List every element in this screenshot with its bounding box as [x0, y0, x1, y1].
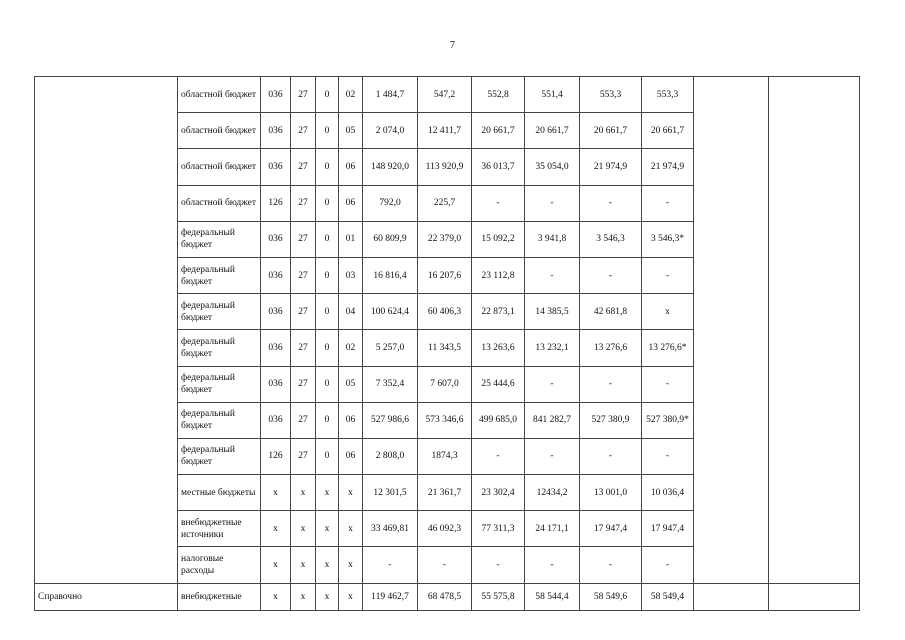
value-cell: 58 549,4 — [642, 583, 694, 610]
value-cell: - — [580, 438, 642, 474]
funding-source-label: федеральный бюджет — [178, 294, 261, 330]
value-cell: - — [642, 185, 694, 221]
classification-code-cell: 036 — [261, 330, 291, 366]
value-cell: 12 411,7 — [418, 113, 472, 149]
funding-source-label: налоговые расходы — [178, 547, 261, 583]
value-cell: 16 816,4 — [363, 257, 418, 293]
classification-code-cell: 036 — [261, 77, 291, 113]
value-cell: - — [580, 547, 642, 583]
funding-source-label: федеральный бюджет — [178, 402, 261, 438]
classification-code-cell: x — [339, 475, 363, 511]
value-cell: 17 947,4 — [580, 511, 642, 547]
value-cell: 13 263,6 — [472, 330, 525, 366]
classification-code-cell: 126 — [261, 185, 291, 221]
classification-code-cell: 036 — [261, 402, 291, 438]
classification-code-cell: 01 — [339, 221, 363, 257]
value-cell: 17 947,4 — [642, 511, 694, 547]
classification-code-cell: 27 — [291, 113, 316, 149]
value-cell: 547,2 — [418, 77, 472, 113]
value-cell: 1874,3 — [418, 438, 472, 474]
value-cell: 36 013,7 — [472, 149, 525, 185]
program-title-cell — [35, 77, 178, 584]
classification-code-cell: 03 — [339, 257, 363, 293]
value-cell: 100 624,4 — [363, 294, 418, 330]
classification-code-cell: x — [261, 583, 291, 610]
value-cell: 3 941,8 — [525, 221, 580, 257]
classification-code-cell: 0 — [316, 438, 339, 474]
value-cell: - — [418, 547, 472, 583]
value-cell: 21 974,9 — [580, 149, 642, 185]
value-cell: 13 276,6* — [642, 330, 694, 366]
value-cell: 25 444,6 — [472, 366, 525, 402]
funding-source-label: федеральный бюджет — [178, 221, 261, 257]
value-cell: - — [363, 547, 418, 583]
value-cell: 148 920,0 — [363, 149, 418, 185]
value-cell: 527 380,9* — [642, 402, 694, 438]
value-cell: 527 380,9 — [580, 402, 642, 438]
classification-code-cell: 036 — [261, 149, 291, 185]
classification-code-cell: 04 — [339, 294, 363, 330]
value-cell: 35 054,0 — [525, 149, 580, 185]
funding-source-label: федеральный бюджет — [178, 438, 261, 474]
classification-code-cell: 0 — [316, 113, 339, 149]
value-cell: 20 661,7 — [525, 113, 580, 149]
value-cell: 60 406,3 — [418, 294, 472, 330]
funding-source-label: местные бюджеты — [178, 475, 261, 511]
value-cell: - — [525, 438, 580, 474]
value-cell: - — [472, 438, 525, 474]
value-cell: 225,7 — [418, 185, 472, 221]
funding-source-label: областной бюджет — [178, 149, 261, 185]
value-cell: 22 379,0 — [418, 221, 472, 257]
funding-source-label: областной бюджет — [178, 113, 261, 149]
value-cell: 15 092,2 — [472, 221, 525, 257]
classification-code-cell: x — [291, 475, 316, 511]
note-cell-b — [769, 583, 860, 610]
table-row-reference — [35, 583, 860, 610]
value-cell: - — [525, 185, 580, 221]
value-cell: 14 385,5 — [525, 294, 580, 330]
value-cell: - — [580, 366, 642, 402]
value-cell: 553,3 — [642, 77, 694, 113]
value-cell: - — [642, 366, 694, 402]
classification-code-cell: 06 — [339, 149, 363, 185]
classification-code-cell: x — [316, 475, 339, 511]
classification-code-cell: x — [291, 583, 316, 610]
value-cell: 13 232,1 — [525, 330, 580, 366]
classification-code-cell: 0 — [316, 366, 339, 402]
budget-table — [34, 76, 860, 611]
classification-code-cell: 036 — [261, 366, 291, 402]
value-cell: 11 343,5 — [418, 330, 472, 366]
funding-source-label: внебюджетные источники — [178, 511, 261, 547]
value-cell: 33 469,81 — [363, 511, 418, 547]
classification-code-cell: x — [261, 475, 291, 511]
value-cell: - — [525, 366, 580, 402]
value-cell: 2 074,0 — [363, 113, 418, 149]
classification-code-cell: 036 — [261, 113, 291, 149]
classification-code-cell: 27 — [291, 366, 316, 402]
value-cell: 58 549,6 — [580, 583, 642, 610]
value-cell: 21 361,7 — [418, 475, 472, 511]
classification-code-cell: x — [316, 583, 339, 610]
value-cell: x — [642, 294, 694, 330]
note-cell-a — [694, 583, 769, 610]
value-cell: 3 546,3* — [642, 221, 694, 257]
funding-source-label: федеральный бюджет — [178, 330, 261, 366]
classification-code-cell: 0 — [316, 221, 339, 257]
classification-code-cell: 0 — [316, 257, 339, 293]
classification-code-cell: 27 — [291, 185, 316, 221]
value-cell: - — [472, 185, 525, 221]
classification-code-cell: 0 — [316, 149, 339, 185]
value-cell: 68 478,5 — [418, 583, 472, 610]
value-cell: 16 207,6 — [418, 257, 472, 293]
value-cell: 119 462,7 — [363, 583, 418, 610]
value-cell: 21 974,9 — [642, 149, 694, 185]
value-cell: 42 681,8 — [580, 294, 642, 330]
classification-code-cell: 036 — [261, 257, 291, 293]
classification-code-cell: 036 — [261, 221, 291, 257]
value-cell: 1 484,7 — [363, 77, 418, 113]
classification-code-cell: 27 — [291, 330, 316, 366]
value-cell: 552,8 — [472, 77, 525, 113]
classification-code-cell: 27 — [291, 294, 316, 330]
value-cell: - — [472, 547, 525, 583]
reference-title: Справочно — [35, 583, 178, 610]
funding-source-label: областной бюджет — [178, 185, 261, 221]
classification-code-cell: 27 — [291, 149, 316, 185]
value-cell: 22 873,1 — [472, 294, 525, 330]
value-cell: 841 282,7 — [525, 402, 580, 438]
value-cell: 46 092,3 — [418, 511, 472, 547]
classification-code-cell: 02 — [339, 77, 363, 113]
value-cell: - — [642, 547, 694, 583]
value-cell: 20 661,7 — [580, 113, 642, 149]
classification-code-cell: 05 — [339, 113, 363, 149]
funding-source-label: областной бюджет — [178, 77, 261, 113]
classification-code-cell: x — [339, 511, 363, 547]
value-cell: 13 276,6 — [580, 330, 642, 366]
value-cell: 10 036,4 — [642, 475, 694, 511]
classification-code-cell: 02 — [339, 330, 363, 366]
page-number: 7 — [450, 40, 455, 51]
funding-source-label: внебюджетные — [178, 583, 261, 610]
classification-code-cell: 27 — [291, 221, 316, 257]
value-cell: - — [580, 257, 642, 293]
value-cell: 12 301,5 — [363, 475, 418, 511]
value-cell: 58 544,4 — [525, 583, 580, 610]
value-cell: - — [525, 257, 580, 293]
classification-code-cell: x — [261, 511, 291, 547]
classification-code-cell: 0 — [316, 402, 339, 438]
classification-code-cell: 27 — [291, 438, 316, 474]
classification-code-cell: 0 — [316, 185, 339, 221]
value-cell: 499 685,0 — [472, 402, 525, 438]
classification-code-cell: 06 — [339, 438, 363, 474]
value-cell: 5 257,0 — [363, 330, 418, 366]
note-cell-a — [694, 77, 769, 584]
value-cell: 553,3 — [580, 77, 642, 113]
table-row — [35, 77, 860, 113]
classification-code-cell: 27 — [291, 77, 316, 113]
value-cell: 573 346,6 — [418, 402, 472, 438]
value-cell: 792,0 — [363, 185, 418, 221]
value-cell: - — [580, 185, 642, 221]
value-cell: 23 302,4 — [472, 475, 525, 511]
value-cell: 7 352,4 — [363, 366, 418, 402]
value-cell: - — [642, 257, 694, 293]
classification-code-cell: x — [339, 547, 363, 583]
value-cell: - — [642, 438, 694, 474]
value-cell: 551,4 — [525, 77, 580, 113]
value-cell: 113 920,9 — [418, 149, 472, 185]
value-cell: 3 546,3 — [580, 221, 642, 257]
value-cell: 77 311,3 — [472, 511, 525, 547]
classification-code-cell: x — [291, 511, 316, 547]
classification-code-cell: 06 — [339, 402, 363, 438]
value-cell: 20 661,7 — [642, 113, 694, 149]
value-cell: 13 001,0 — [580, 475, 642, 511]
classification-code-cell: x — [261, 547, 291, 583]
value-cell: 12434,2 — [525, 475, 580, 511]
classification-code-cell: 0 — [316, 77, 339, 113]
value-cell: 7 607,0 — [418, 366, 472, 402]
classification-code-cell: 06 — [339, 185, 363, 221]
value-cell: 55 575,8 — [472, 583, 525, 610]
value-cell: 23 112,8 — [472, 257, 525, 293]
note-cell-b — [769, 77, 860, 584]
classification-code-cell: x — [316, 511, 339, 547]
value-cell: 20 661,7 — [472, 113, 525, 149]
funding-source-label: федеральный бюджет — [178, 257, 261, 293]
classification-code-cell: 126 — [261, 438, 291, 474]
value-cell: 2 808,0 — [363, 438, 418, 474]
classification-code-cell: x — [316, 547, 339, 583]
value-cell: 527 986,6 — [363, 402, 418, 438]
classification-code-cell: 0 — [316, 294, 339, 330]
value-cell: 60 809,9 — [363, 221, 418, 257]
value-cell: 24 171,1 — [525, 511, 580, 547]
classification-code-cell: 036 — [261, 294, 291, 330]
classification-code-cell: 27 — [291, 257, 316, 293]
value-cell: - — [525, 547, 580, 583]
classification-code-cell: 05 — [339, 366, 363, 402]
classification-code-cell: x — [291, 547, 316, 583]
classification-code-cell: 27 — [291, 402, 316, 438]
classification-code-cell: x — [339, 583, 363, 610]
funding-source-label: федеральный бюджет — [178, 366, 261, 402]
classification-code-cell: 0 — [316, 330, 339, 366]
